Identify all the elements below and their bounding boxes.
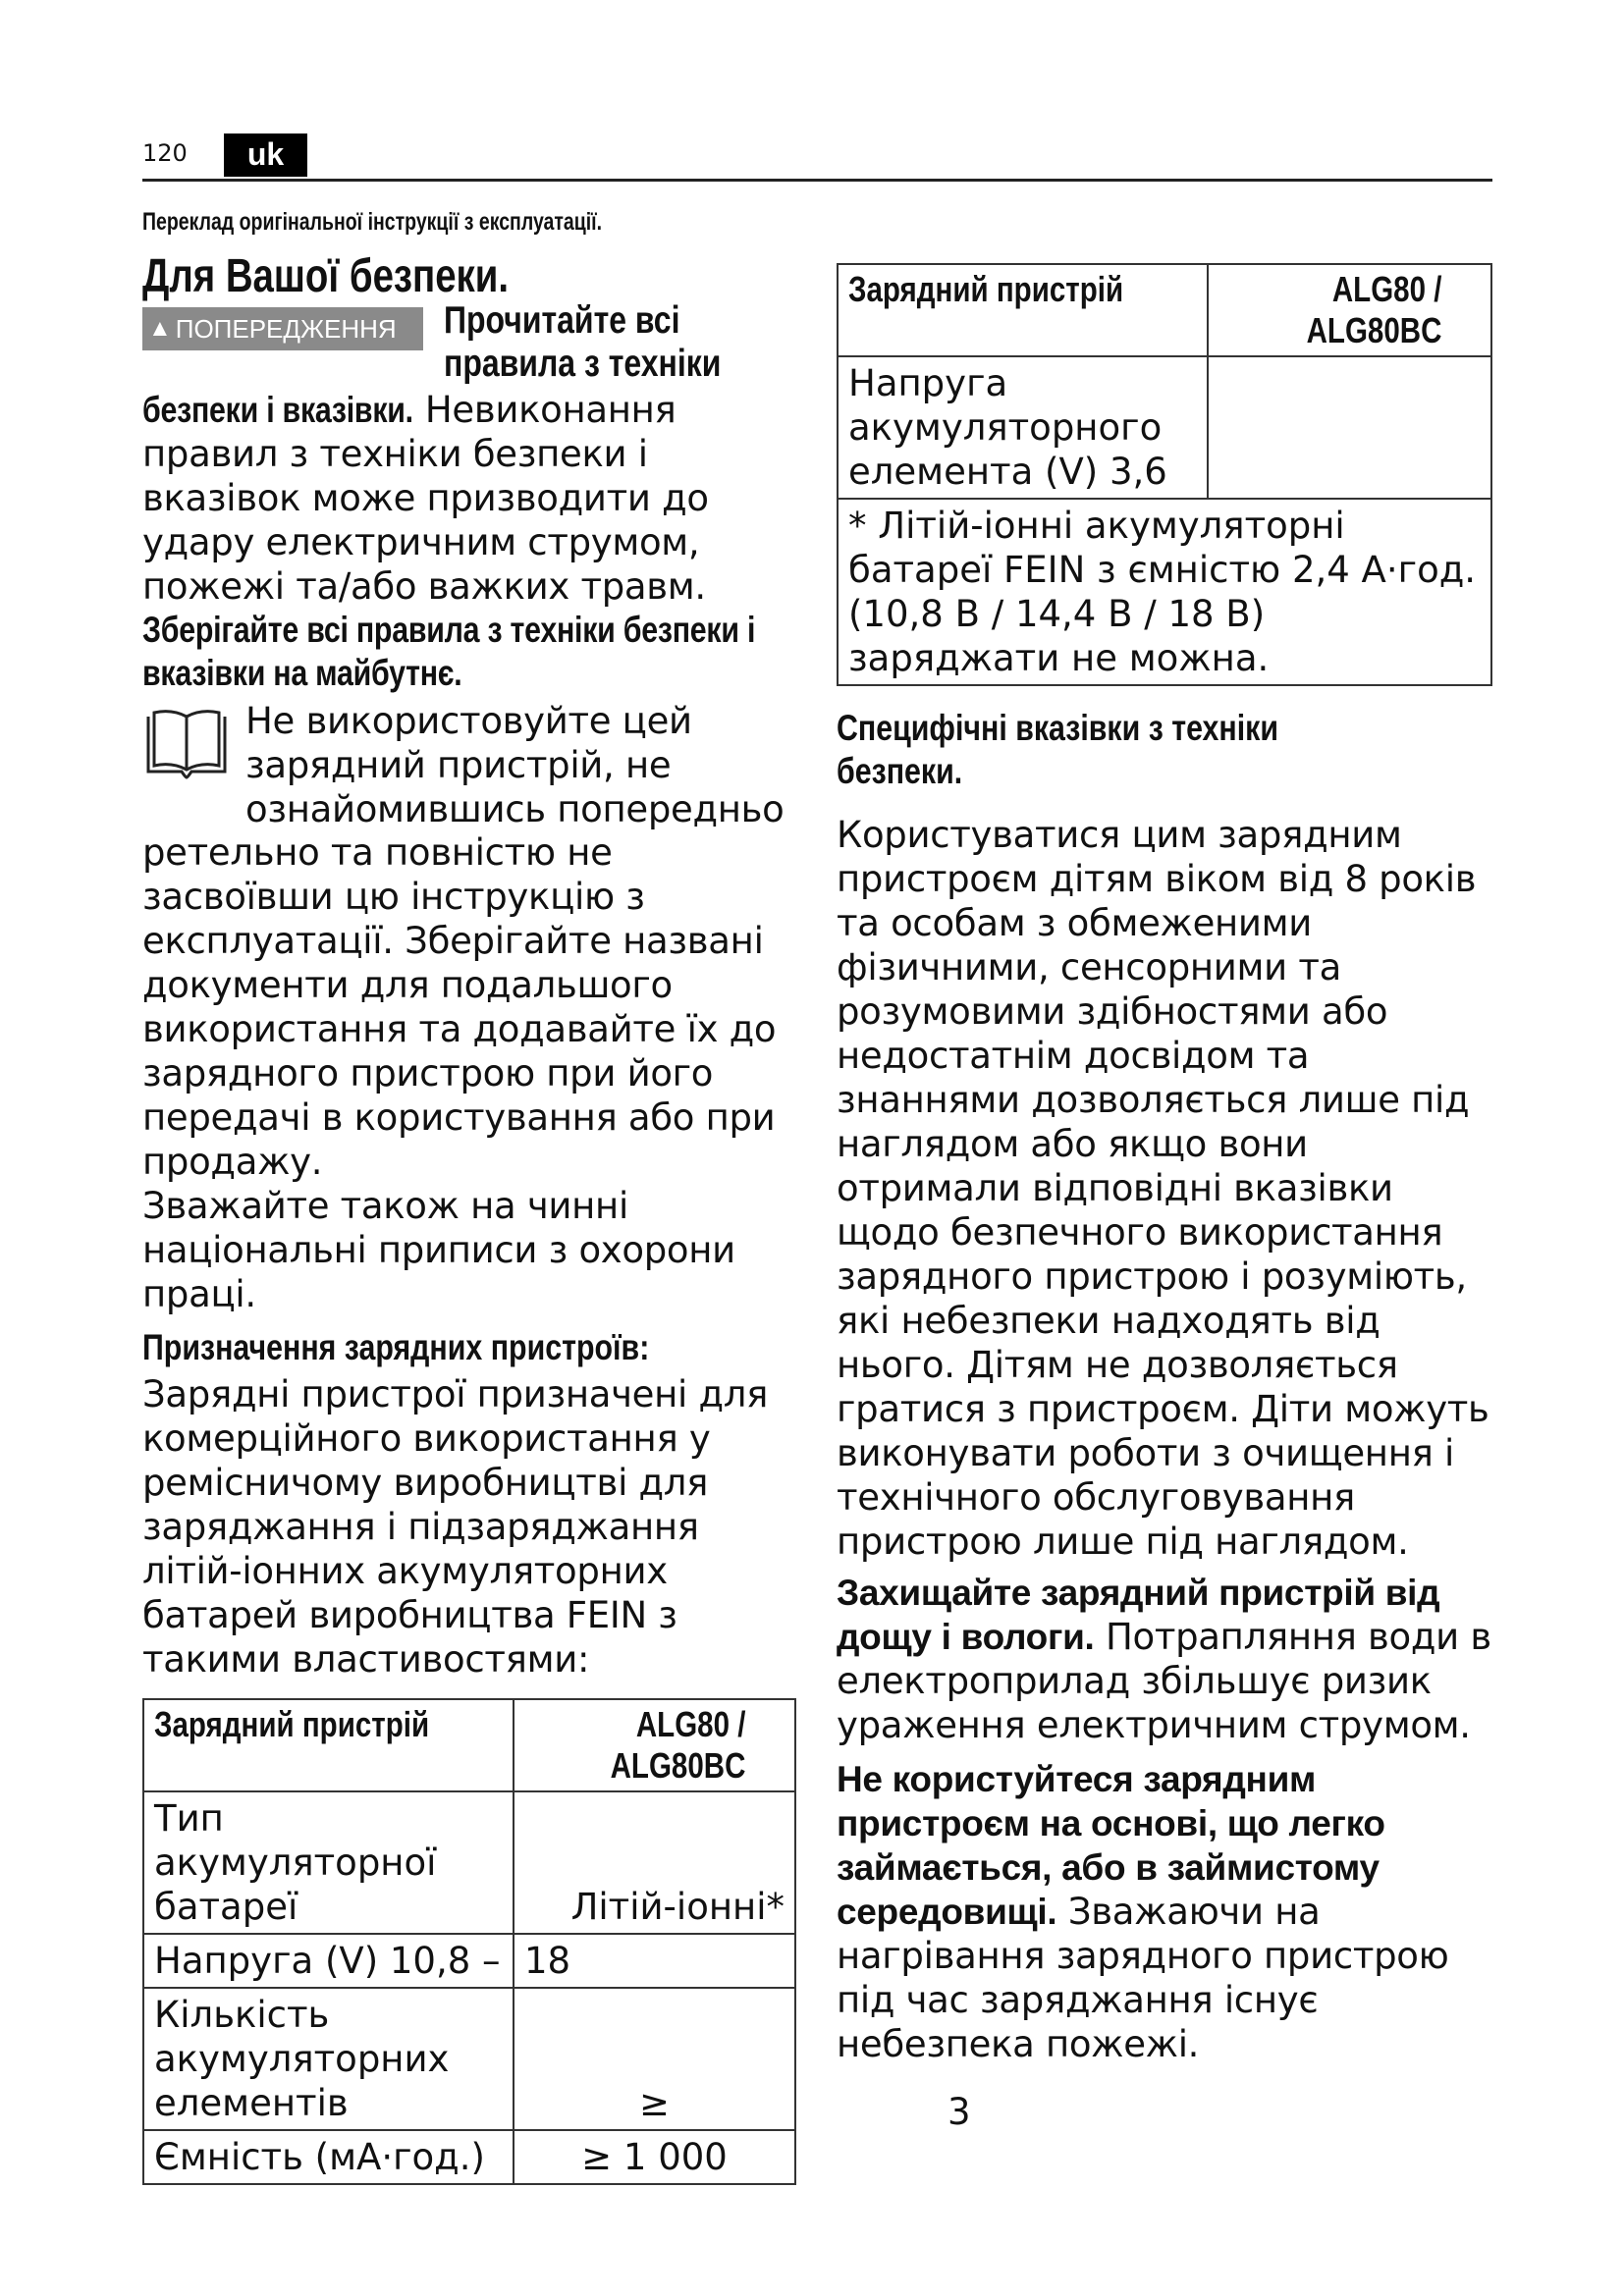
page-number: 120 — [142, 139, 188, 167]
table-cell-label: Ємність (мА·год.) — [143, 2130, 514, 2184]
table-cell-label: Напруга акумуляторного елемента (V) 3,6 — [838, 356, 1208, 499]
warning-badge — [142, 307, 423, 350]
manual-instructions-text: ретельно та повністю не засвоївши цю інструкцію з експлуатації. Зберігайте названі документи для подальшого використання та додавайте їх до зарядного пристрою при його передачі в користування або при продажу. — [142, 831, 777, 1183]
flammable-surface-text: Зважаючи на нагрівання зарядного пристрою під час заряджання існує небезпека пожежі. — [837, 1891, 1449, 2065]
safety-keep-instructions: Зберігайте всі правила з техніки безпеки і вказівки на майбутнє. — [142, 610, 756, 693]
warning-triangle-icon: ▲ — [148, 315, 172, 342]
table-header-label: Зарядний пристрій — [838, 264, 1208, 356]
table-cell-value: ≥ — [514, 1988, 795, 2130]
read-manual-text: Не використовуйте цей зарядний пристрій, не ознайомившись попередньо — [245, 700, 785, 830]
children-safety-paragraph: Користуватися цим зарядним пристроєм дітям віком від 8 років та особам з обмеженими фізичними, сенсорними та розумовими здібностями або недостатнім досвідом та знаннями дозволяється лише під наглядом або якщо вони отримали відповідні вказівки щодо безпечного використання зарядного пристрою і розуміють, які небезпеки надходять від нього. Дітям не дозволяється гратися з пристроєм. Діти можуть виконувати роботи з очищення і технічного обслуговування пристрою лише під наглядом. — [837, 814, 1489, 1563]
section-heading-safety: Для Вашої безпеки. — [142, 250, 510, 302]
table-cell-value: Літій-іонні* — [514, 1791, 795, 1934]
table-cell-label: Тип акумуляторної батареї — [143, 1791, 514, 1934]
section-heading-specific-safety: Специфічні вказівки з техніки безпеки. — [837, 708, 1279, 791]
moisture-warning-bold: Захищайте зарядний пристрій від дощу і вологи. — [837, 1573, 1440, 1657]
national-regulations-text: Зважайте також на чинні національні приписи з охорони праці. — [142, 1185, 735, 1315]
table-header-row — [838, 264, 1491, 356]
warning-lead-text: Прочитайте всі правила з техніки — [444, 299, 722, 385]
table-cell-label: Напруга (V) 10,8 – — [143, 1934, 514, 1988]
book-icon — [144, 709, 229, 783]
charger-spec-table — [142, 1698, 796, 2185]
table-cell-value: ≥ 1 000 — [514, 2130, 795, 2184]
table-row — [143, 2130, 795, 2184]
table-header-row — [143, 1699, 795, 1791]
table-row — [143, 1791, 795, 1934]
flammable-surface-bold: Не користуйтеся зарядним пристроєм на основі, що легко займається, або в займистому середовищі. — [837, 1759, 1385, 1932]
language-tag: uk — [224, 133, 307, 177]
table-row — [143, 1934, 795, 1988]
safety-intro-paragraph — [142, 388, 790, 695]
table-row — [838, 356, 1491, 499]
purpose-paragraph: Зарядні пристрої призначені для комерційного використання у ремісничому виробництві для заряджання і підзаряджання літій-іонних акумуляторних батарей виробництва FEIN з такими властивостями: — [142, 1373, 769, 1681]
table-header-label: Зарядний пристрій — [143, 1699, 514, 1791]
document-subtitle: Переклад оригінальної інструкції з експлуатації. — [142, 208, 603, 236]
manual-instructions-paragraph — [142, 830, 800, 1316]
header-rule — [142, 179, 1492, 182]
section-heading-purpose: Призначення зарядних пристроїв: — [142, 1327, 650, 1367]
cell-voltage-table — [837, 263, 1492, 686]
stray-number: 3 — [947, 2091, 971, 2133]
moisture-warning-text: Потрапляння води в електроприлад збільшує ризик ураження електричним струмом. — [837, 1616, 1491, 1746]
warning-badge-label: ПОПЕРЕДЖЕННЯ — [175, 314, 397, 344]
table-header-value: ALG80 / ALG80BC — [514, 1699, 795, 1791]
table-header-value: ALG80 / ALG80BC — [1208, 264, 1491, 356]
table-row — [143, 1988, 795, 2130]
safety-intro-bold: безпеки і вказівки. — [142, 390, 413, 430]
flammable-surface-paragraph — [837, 1757, 1494, 2066]
safety-intro-text: Невиконання правил з техніки безпеки і вказівок може призводити до удару електричним струмом, пожежі та/або важких травм. — [142, 389, 709, 608]
table-cell-value — [1208, 356, 1491, 499]
table-cell-label: Кількість акумуляторних елементів — [143, 1988, 514, 2130]
moisture-warning-paragraph — [837, 1571, 1494, 1747]
table-footnote-row — [838, 499, 1491, 685]
table-footnote: * Літій-іонні акумуляторні батареї FEIN з ємністю 2,4 А·год. (10,8 В / 14,4 В / 18 В) заряджати не можна. — [838, 499, 1491, 685]
table-cell-value: 18 — [514, 1934, 795, 1988]
